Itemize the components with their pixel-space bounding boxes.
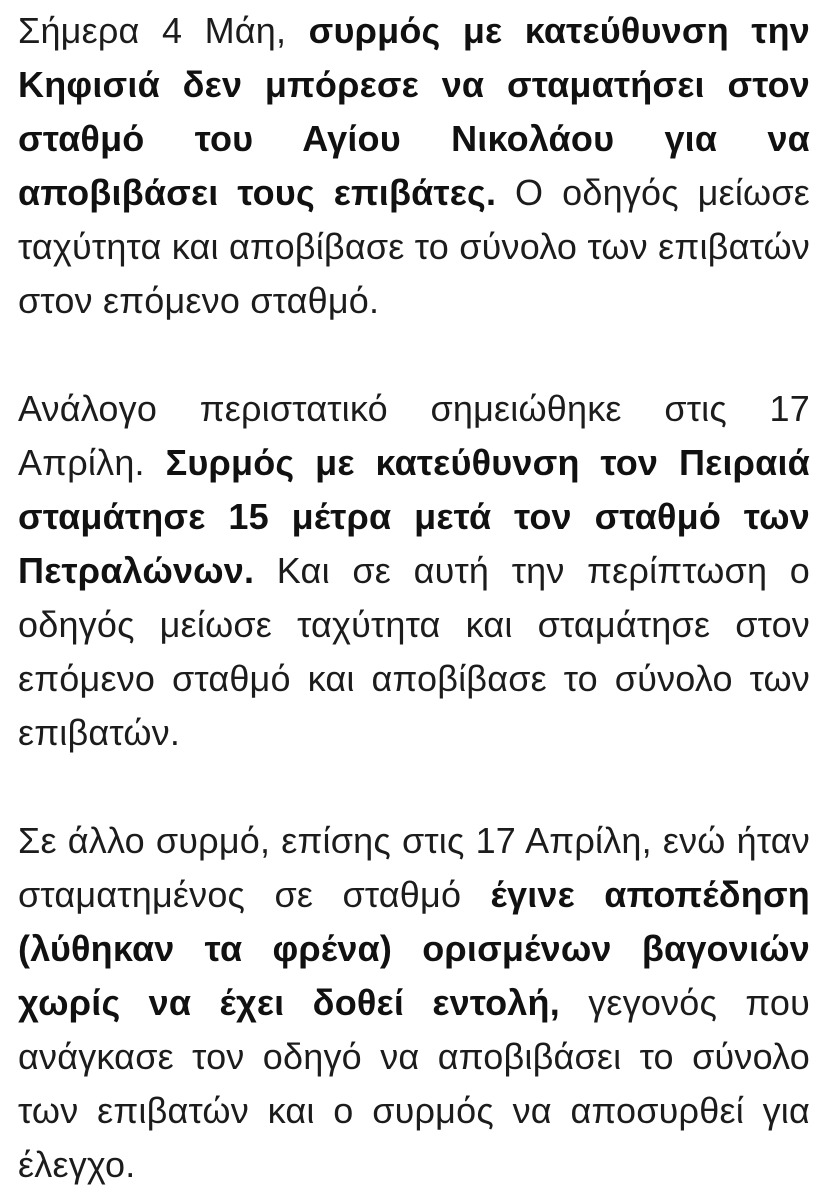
paragraph-text: Και σε αυτή την περίπτωση ο οδηγός μείωσε ταχύτητα και σταμάτησε στον επόμενο σταθμό και αποβίβασε το σύνολο των επιβατών. xyxy=(18,550,810,753)
paragraph-text: Ανάλογο περιστατικό σημειώθηκε στις 17 Απρίλη. xyxy=(18,388,810,483)
paragraph-bold-text: Συρμός με κατεύθυνση τον Πειραιά σταμάτησε 15 μέτρα μετά τον σταθμό των Πετραλώνων. xyxy=(18,442,810,591)
paragraph-text: Σήμερα 4 Μάη, xyxy=(18,10,309,51)
paragraph-text: Σε άλλο συρμό, επίσης στις 17 Απρίλη, ενώ ήταν σταματημένος σε σταθμό xyxy=(18,820,810,915)
paragraph-bold-text: συρμός με κατεύθυνση την Κηφισιά δεν μπόρεσε να σταματήσει στον σταθμό του Αγίου Νικολάου για να αποβιβάσει τους επιβάτες. xyxy=(18,10,811,213)
paragraph-may-4-incident xyxy=(18,4,810,328)
article-body xyxy=(18,4,810,1192)
paragraph-text: γεγονός που ανάγκασε τον οδηγό να αποβιβάσει το σύνολο των επιβατών και ο συρμός να αποσυρθεί για έλεγχο. xyxy=(18,982,810,1185)
paragraph-text: Ο οδηγός μείωσε ταχύτητα και αποβίβασε το σύνολο των επιβατών στον επόμενο σταθμό. xyxy=(18,172,810,321)
paragraph-brake-release-incident xyxy=(18,814,810,1192)
paragraph-bold-text: έγινε αποπέδηση (λύθηκαν τα φρένα) ορισμένων βαγονιών χωρίς να έχει δοθεί εντολή, xyxy=(18,874,810,1023)
paragraph-april-17-incident xyxy=(18,382,810,760)
